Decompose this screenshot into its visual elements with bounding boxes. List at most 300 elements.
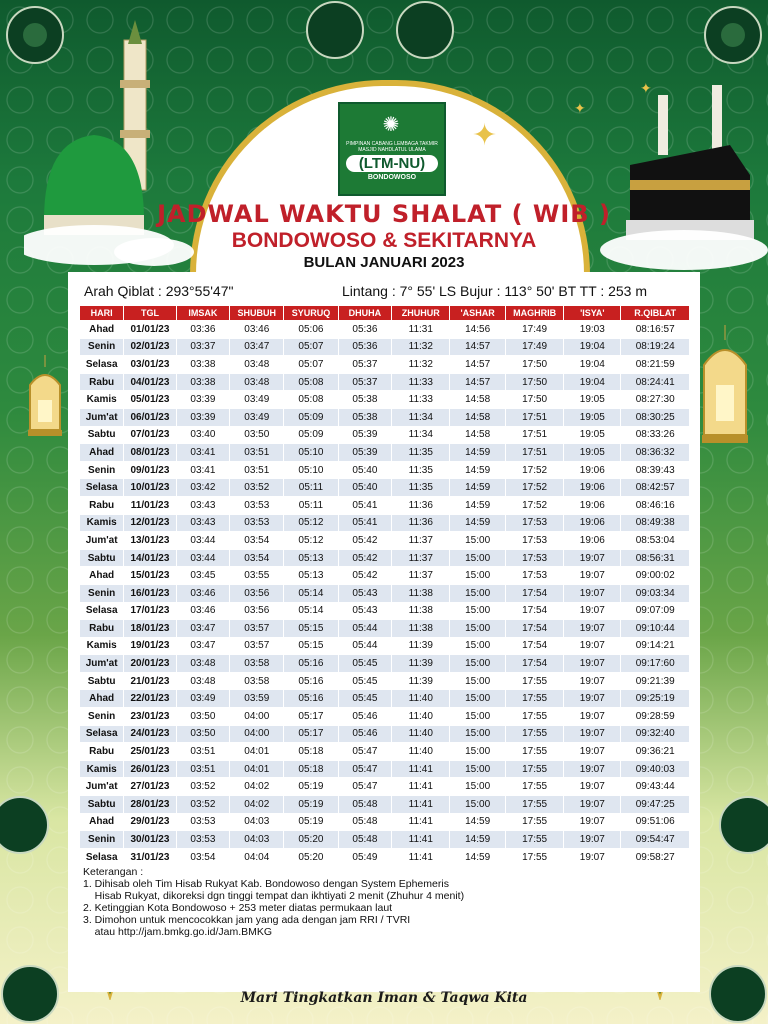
column-header: 'ISYA' <box>564 306 621 321</box>
time-cell: 03:50 <box>230 426 284 444</box>
time-cell: 05:49 <box>338 848 392 866</box>
day-cell: Senin <box>80 461 124 479</box>
ornament-bottom-right-icon <box>698 954 768 1024</box>
date-cell: 22/01/23 <box>124 690 176 708</box>
month-title: BULAN JANUARI 2023 <box>303 254 465 271</box>
time-cell: 17:55 <box>506 708 564 726</box>
time-cell: 03:48 <box>230 356 284 374</box>
day-cell: Ahad <box>80 321 124 339</box>
time-cell: 03:44 <box>176 549 230 567</box>
time-cell: 17:55 <box>506 743 564 761</box>
time-cell: 08:30:25 <box>621 408 690 426</box>
day-cell: Kamis <box>80 391 124 409</box>
time-cell: 03:41 <box>176 444 230 462</box>
time-cell: 11:33 <box>392 391 450 409</box>
time-cell: 19:07 <box>564 672 621 690</box>
day-cell: Jum'at <box>80 778 124 796</box>
ornament-top-right-icon <box>698 0 768 70</box>
date-cell: 26/01/23 <box>124 760 176 778</box>
time-cell: 03:52 <box>176 778 230 796</box>
time-cell: 11:35 <box>392 461 450 479</box>
column-header: DHUHA <box>338 306 392 321</box>
time-cell: 05:48 <box>338 796 392 814</box>
table-row <box>80 708 690 726</box>
time-cell: 03:46 <box>230 321 284 339</box>
column-header: SYURUQ <box>284 306 338 321</box>
time-cell: 11:41 <box>392 848 450 866</box>
time-cell: 05:43 <box>338 584 392 602</box>
day-cell: Senin <box>80 708 124 726</box>
date-cell: 10/01/23 <box>124 479 176 497</box>
time-cell: 17:55 <box>506 672 564 690</box>
time-cell: 19:04 <box>564 356 621 374</box>
time-cell: 17:49 <box>506 338 564 356</box>
time-cell: 03:53 <box>230 514 284 532</box>
day-cell: Rabu <box>80 496 124 514</box>
time-cell: 15:00 <box>450 778 506 796</box>
time-cell: 11:40 <box>392 708 450 726</box>
time-cell: 03:49 <box>230 408 284 426</box>
day-cell: Rabu <box>80 620 124 638</box>
time-cell: 03:53 <box>176 813 230 831</box>
time-cell: 14:58 <box>450 408 506 426</box>
date-cell: 18/01/23 <box>124 620 176 638</box>
time-cell: 08:53:04 <box>621 532 690 550</box>
day-cell: Senin <box>80 338 124 356</box>
time-cell: 08:27:30 <box>621 391 690 409</box>
time-cell: 11:37 <box>392 549 450 567</box>
time-cell: 19:07 <box>564 602 621 620</box>
time-cell: 19:07 <box>564 549 621 567</box>
logo-city: BONDOWOSO <box>367 174 417 181</box>
time-cell: 11:41 <box>392 813 450 831</box>
time-cell: 03:56 <box>230 584 284 602</box>
time-cell: 05:07 <box>284 356 338 374</box>
time-cell: 05:47 <box>338 760 392 778</box>
table-row <box>80 725 690 743</box>
ornament-left-icon <box>0 790 70 860</box>
time-cell: 11:41 <box>392 760 450 778</box>
time-cell: 05:39 <box>338 426 392 444</box>
time-cell: 09:51:06 <box>621 813 690 831</box>
date-cell: 28/01/23 <box>124 796 176 814</box>
date-cell: 02/01/23 <box>124 338 176 356</box>
time-cell: 17:55 <box>506 813 564 831</box>
time-cell: 05:10 <box>284 444 338 462</box>
time-cell: 15:00 <box>450 602 506 620</box>
table-row <box>80 813 690 831</box>
time-cell: 03:47 <box>230 338 284 356</box>
time-cell: 05:42 <box>338 549 392 567</box>
time-cell: 09:40:03 <box>621 760 690 778</box>
time-cell: 03:48 <box>176 655 230 673</box>
time-cell: 03:45 <box>176 567 230 585</box>
table-row <box>80 408 690 426</box>
time-cell: 19:07 <box>564 743 621 761</box>
time-cell: 11:40 <box>392 743 450 761</box>
time-cell: 08:24:41 <box>621 373 690 391</box>
time-cell: 11:41 <box>392 831 450 849</box>
day-cell: Selasa <box>80 848 124 866</box>
time-cell: 03:38 <box>176 373 230 391</box>
day-cell: Jum'at <box>80 408 124 426</box>
time-cell: 11:41 <box>392 778 450 796</box>
time-cell: 05:20 <box>284 831 338 849</box>
day-cell: Senin <box>80 831 124 849</box>
time-cell: 05:42 <box>338 567 392 585</box>
day-cell: Sabtu <box>80 549 124 567</box>
time-cell: 11:32 <box>392 338 450 356</box>
time-cell: 03:37 <box>176 338 230 356</box>
time-cell: 08:56:31 <box>621 549 690 567</box>
time-cell: 03:44 <box>176 532 230 550</box>
table-row <box>80 373 690 391</box>
time-cell: 15:00 <box>450 672 506 690</box>
time-cell: 11:40 <box>392 725 450 743</box>
table-header-row <box>80 306 690 321</box>
time-cell: 11:36 <box>392 496 450 514</box>
table-row <box>80 338 690 356</box>
date-cell: 03/01/23 <box>124 356 176 374</box>
time-cell: 05:48 <box>338 813 392 831</box>
time-cell: 11:31 <box>392 321 450 339</box>
date-cell: 05/01/23 <box>124 391 176 409</box>
date-cell: 24/01/23 <box>124 725 176 743</box>
time-cell: 05:20 <box>284 848 338 866</box>
day-cell: Kamis <box>80 637 124 655</box>
time-cell: 17:53 <box>506 532 564 550</box>
time-cell: 17:55 <box>506 690 564 708</box>
time-cell: 19:07 <box>564 637 621 655</box>
time-cell: 14:59 <box>450 444 506 462</box>
time-cell: 03:51 <box>176 760 230 778</box>
time-cell: 14:57 <box>450 373 506 391</box>
date-cell: 17/01/23 <box>124 602 176 620</box>
table-row <box>80 620 690 638</box>
time-cell: 03:51 <box>176 743 230 761</box>
time-cell: 05:17 <box>284 708 338 726</box>
time-cell: 17:50 <box>506 373 564 391</box>
day-cell: Selasa <box>80 479 124 497</box>
time-cell: 19:06 <box>564 532 621 550</box>
time-cell: 03:50 <box>176 708 230 726</box>
time-cell: 14:59 <box>450 479 506 497</box>
date-cell: 15/01/23 <box>124 567 176 585</box>
time-cell: 03:56 <box>230 602 284 620</box>
page-subtitle: BONDOWOSO & SEKITARNYA <box>231 229 537 252</box>
time-cell: 03:57 <box>230 637 284 655</box>
time-cell: 09:47:25 <box>621 796 690 814</box>
time-cell: 03:54 <box>176 848 230 866</box>
time-cell: 05:41 <box>338 514 392 532</box>
table-row <box>80 479 690 497</box>
date-cell: 29/01/23 <box>124 813 176 831</box>
time-cell: 08:36:32 <box>621 444 690 462</box>
time-cell: 15:00 <box>450 743 506 761</box>
time-cell: 19:07 <box>564 813 621 831</box>
time-cell: 17:55 <box>506 725 564 743</box>
time-cell: 15:00 <box>450 725 506 743</box>
time-cell: 17:51 <box>506 444 564 462</box>
time-cell: 03:54 <box>230 549 284 567</box>
day-cell: Kamis <box>80 760 124 778</box>
time-cell: 14:59 <box>450 831 506 849</box>
lantern-left-icon <box>20 355 70 450</box>
time-cell: 09:03:34 <box>621 584 690 602</box>
time-cell: 09:43:44 <box>621 778 690 796</box>
star-small-icon: ✦ <box>574 100 586 116</box>
date-cell: 09/01/23 <box>124 461 176 479</box>
time-cell: 05:11 <box>284 496 338 514</box>
time-cell: 17:52 <box>506 461 564 479</box>
time-cell: 05:16 <box>284 655 338 673</box>
date-cell: 07/01/23 <box>124 426 176 444</box>
table-row <box>80 321 690 339</box>
column-header: SHUBUH <box>230 306 284 321</box>
time-cell: 09:36:21 <box>621 743 690 761</box>
time-cell: 19:05 <box>564 408 621 426</box>
table-row <box>80 672 690 690</box>
time-cell: 11:39 <box>392 655 450 673</box>
time-cell: 17:53 <box>506 514 564 532</box>
date-cell: 20/01/23 <box>124 655 176 673</box>
time-cell: 19:07 <box>564 848 621 866</box>
ornament-bottom-left-icon <box>0 954 70 1024</box>
time-cell: 04:00 <box>230 708 284 726</box>
time-cell: 04:03 <box>230 831 284 849</box>
time-cell: 11:38 <box>392 620 450 638</box>
table-row <box>80 584 690 602</box>
time-cell: 05:19 <box>284 778 338 796</box>
time-cell: 15:00 <box>450 760 506 778</box>
table-row <box>80 637 690 655</box>
table-row <box>80 848 690 866</box>
column-header: 'ASHAR <box>450 306 506 321</box>
time-cell: 11:39 <box>392 672 450 690</box>
table-row <box>80 496 690 514</box>
time-cell: 17:55 <box>506 848 564 866</box>
ornament-right-icon <box>698 790 768 860</box>
time-cell: 04:02 <box>230 778 284 796</box>
time-cell: 05:10 <box>284 461 338 479</box>
time-cell: 15:00 <box>450 655 506 673</box>
time-cell: 03:38 <box>176 356 230 374</box>
time-cell: 03:48 <box>230 373 284 391</box>
note-line: 1. Dihisab oleh Tim Hisab Rukyat Kab. Bondowoso dengan System Ephemeris <box>83 878 449 890</box>
time-cell: 05:37 <box>338 373 392 391</box>
table-row <box>80 426 690 444</box>
time-cell: 17:53 <box>506 567 564 585</box>
time-cell: 08:21:59 <box>621 356 690 374</box>
time-cell: 15:00 <box>450 532 506 550</box>
table-row <box>80 444 690 462</box>
time-cell: 14:59 <box>450 848 506 866</box>
date-cell: 12/01/23 <box>124 514 176 532</box>
time-cell: 15:00 <box>450 690 506 708</box>
time-cell: 05:45 <box>338 690 392 708</box>
day-cell: Sabtu <box>80 796 124 814</box>
date-cell: 27/01/23 <box>124 778 176 796</box>
time-cell: 14:59 <box>450 496 506 514</box>
time-cell: 08:16:57 <box>621 321 690 339</box>
day-cell: Sabtu <box>80 426 124 444</box>
time-cell: 15:00 <box>450 708 506 726</box>
date-cell: 14/01/23 <box>124 549 176 567</box>
time-cell: 15:00 <box>450 584 506 602</box>
time-cell: 19:03 <box>564 321 621 339</box>
time-cell: 08:42:57 <box>621 479 690 497</box>
table-row <box>80 567 690 585</box>
time-cell: 03:53 <box>176 831 230 849</box>
time-cell: 11:36 <box>392 514 450 532</box>
time-cell: 03:48 <box>176 672 230 690</box>
time-cell: 17:54 <box>506 655 564 673</box>
time-cell: 03:39 <box>176 408 230 426</box>
nu-logo-icon: ✺ <box>382 114 402 136</box>
time-cell: 05:17 <box>284 725 338 743</box>
time-cell: 19:05 <box>564 391 621 409</box>
time-cell: 17:54 <box>506 637 564 655</box>
time-cell: 05:18 <box>284 760 338 778</box>
time-cell: 17:53 <box>506 549 564 567</box>
time-cell: 11:38 <box>392 584 450 602</box>
time-cell: 05:14 <box>284 602 338 620</box>
time-cell: 09:54:47 <box>621 831 690 849</box>
time-cell: 19:07 <box>564 584 621 602</box>
date-cell: 31/01/23 <box>124 848 176 866</box>
time-cell: 08:33:26 <box>621 426 690 444</box>
table-row <box>80 743 690 761</box>
star-icon: ✦ <box>472 119 498 152</box>
time-cell: 05:45 <box>338 672 392 690</box>
time-cell: 05:37 <box>338 356 392 374</box>
table-row <box>80 760 690 778</box>
time-cell: 11:37 <box>392 567 450 585</box>
day-cell: Ahad <box>80 444 124 462</box>
column-header: ZHUHUR <box>392 306 450 321</box>
date-cell: 30/01/23 <box>124 831 176 849</box>
note-line: Keterangan : <box>83 866 144 878</box>
time-cell: 19:06 <box>564 514 621 532</box>
time-cell: 05:40 <box>338 461 392 479</box>
day-cell: Rabu <box>80 743 124 761</box>
day-cell: Senin <box>80 584 124 602</box>
time-cell: 03:46 <box>176 602 230 620</box>
time-cell: 19:07 <box>564 620 621 638</box>
time-cell: 03:58 <box>230 655 284 673</box>
day-cell: Sabtu <box>80 672 124 690</box>
time-cell: 17:50 <box>506 391 564 409</box>
logo-subtitle: PIMPINAN CABANG LEMBAGA TAKMIR MASJID NAHDLATUL ULAMA <box>346 141 438 153</box>
time-cell: 11:32 <box>392 356 450 374</box>
time-cell: 17:51 <box>506 426 564 444</box>
time-cell: 08:19:24 <box>621 338 690 356</box>
note-line: Hisab Rukyat, dikoreksi dgn tinggi tempat dan ikhtiyati 2 menit (Zhuhur 4 menit) <box>83 890 465 902</box>
time-cell: 15:00 <box>450 796 506 814</box>
time-cell: 05:47 <box>338 778 392 796</box>
table-row <box>80 655 690 673</box>
table-row <box>80 602 690 620</box>
time-cell: 11:38 <box>392 602 450 620</box>
day-cell: Selasa <box>80 725 124 743</box>
time-cell: 05:38 <box>338 408 392 426</box>
time-cell: 03:46 <box>176 584 230 602</box>
time-cell: 03:36 <box>176 321 230 339</box>
time-cell: 05:47 <box>338 743 392 761</box>
note-line: atau http://jam.bmkg.go.id/Jam.BMKG <box>83 926 273 938</box>
time-cell: 05:48 <box>338 831 392 849</box>
time-cell: 19:07 <box>564 796 621 814</box>
column-header: HARI <box>80 306 124 321</box>
time-cell: 05:19 <box>284 813 338 831</box>
ltm-nu-logo <box>338 102 446 196</box>
time-cell: 05:46 <box>338 708 392 726</box>
day-cell: Ahad <box>80 567 124 585</box>
time-cell: 09:28:59 <box>621 708 690 726</box>
table-row <box>80 461 690 479</box>
time-cell: 05:46 <box>338 725 392 743</box>
time-cell: 11:39 <box>392 637 450 655</box>
time-cell: 05:06 <box>284 321 338 339</box>
time-cell: 14:58 <box>450 391 506 409</box>
time-cell: 05:36 <box>338 321 392 339</box>
time-cell: 05:08 <box>284 373 338 391</box>
day-cell: Ahad <box>80 813 124 831</box>
day-cell: Rabu <box>80 373 124 391</box>
time-cell: 17:55 <box>506 760 564 778</box>
time-cell: 19:04 <box>564 373 621 391</box>
time-cell: 15:00 <box>450 637 506 655</box>
time-cell: 05:15 <box>284 620 338 638</box>
time-cell: 05:08 <box>284 391 338 409</box>
time-cell: 03:59 <box>230 690 284 708</box>
time-cell: 19:07 <box>564 778 621 796</box>
ornament-top-mid2-icon <box>390 0 460 70</box>
table-row <box>80 532 690 550</box>
time-cell: 11:34 <box>392 408 450 426</box>
date-cell: 08/01/23 <box>124 444 176 462</box>
time-cell: 09:25:19 <box>621 690 690 708</box>
date-cell: 01/01/23 <box>124 321 176 339</box>
time-cell: 14:58 <box>450 426 506 444</box>
time-cell: 03:49 <box>176 690 230 708</box>
time-cell: 17:54 <box>506 602 564 620</box>
time-cell: 17:49 <box>506 321 564 339</box>
date-cell: 23/01/23 <box>124 708 176 726</box>
location-coords: Lintang : 7° 55' LS Bujur : 113° 50' BT TT : 253 m <box>342 283 648 299</box>
time-cell: 09:21:39 <box>621 672 690 690</box>
time-cell: 03:51 <box>230 461 284 479</box>
time-cell: 17:54 <box>506 584 564 602</box>
time-cell: 19:07 <box>564 690 621 708</box>
day-cell: Kamis <box>80 514 124 532</box>
time-cell: 19:04 <box>564 338 621 356</box>
qiblat-direction: Arah Qiblat : 293°55'47" <box>84 283 234 299</box>
time-cell: 14:59 <box>450 514 506 532</box>
time-cell: 04:02 <box>230 796 284 814</box>
day-cell: Jum'at <box>80 532 124 550</box>
time-cell: 05:09 <box>284 426 338 444</box>
time-cell: 05:13 <box>284 567 338 585</box>
date-cell: 21/01/23 <box>124 672 176 690</box>
day-cell: Selasa <box>80 602 124 620</box>
time-cell: 08:49:38 <box>621 514 690 532</box>
time-cell: 15:00 <box>450 620 506 638</box>
time-cell: 11:35 <box>392 444 450 462</box>
time-cell: 19:07 <box>564 725 621 743</box>
notes <box>83 866 683 938</box>
time-cell: 14:59 <box>450 461 506 479</box>
